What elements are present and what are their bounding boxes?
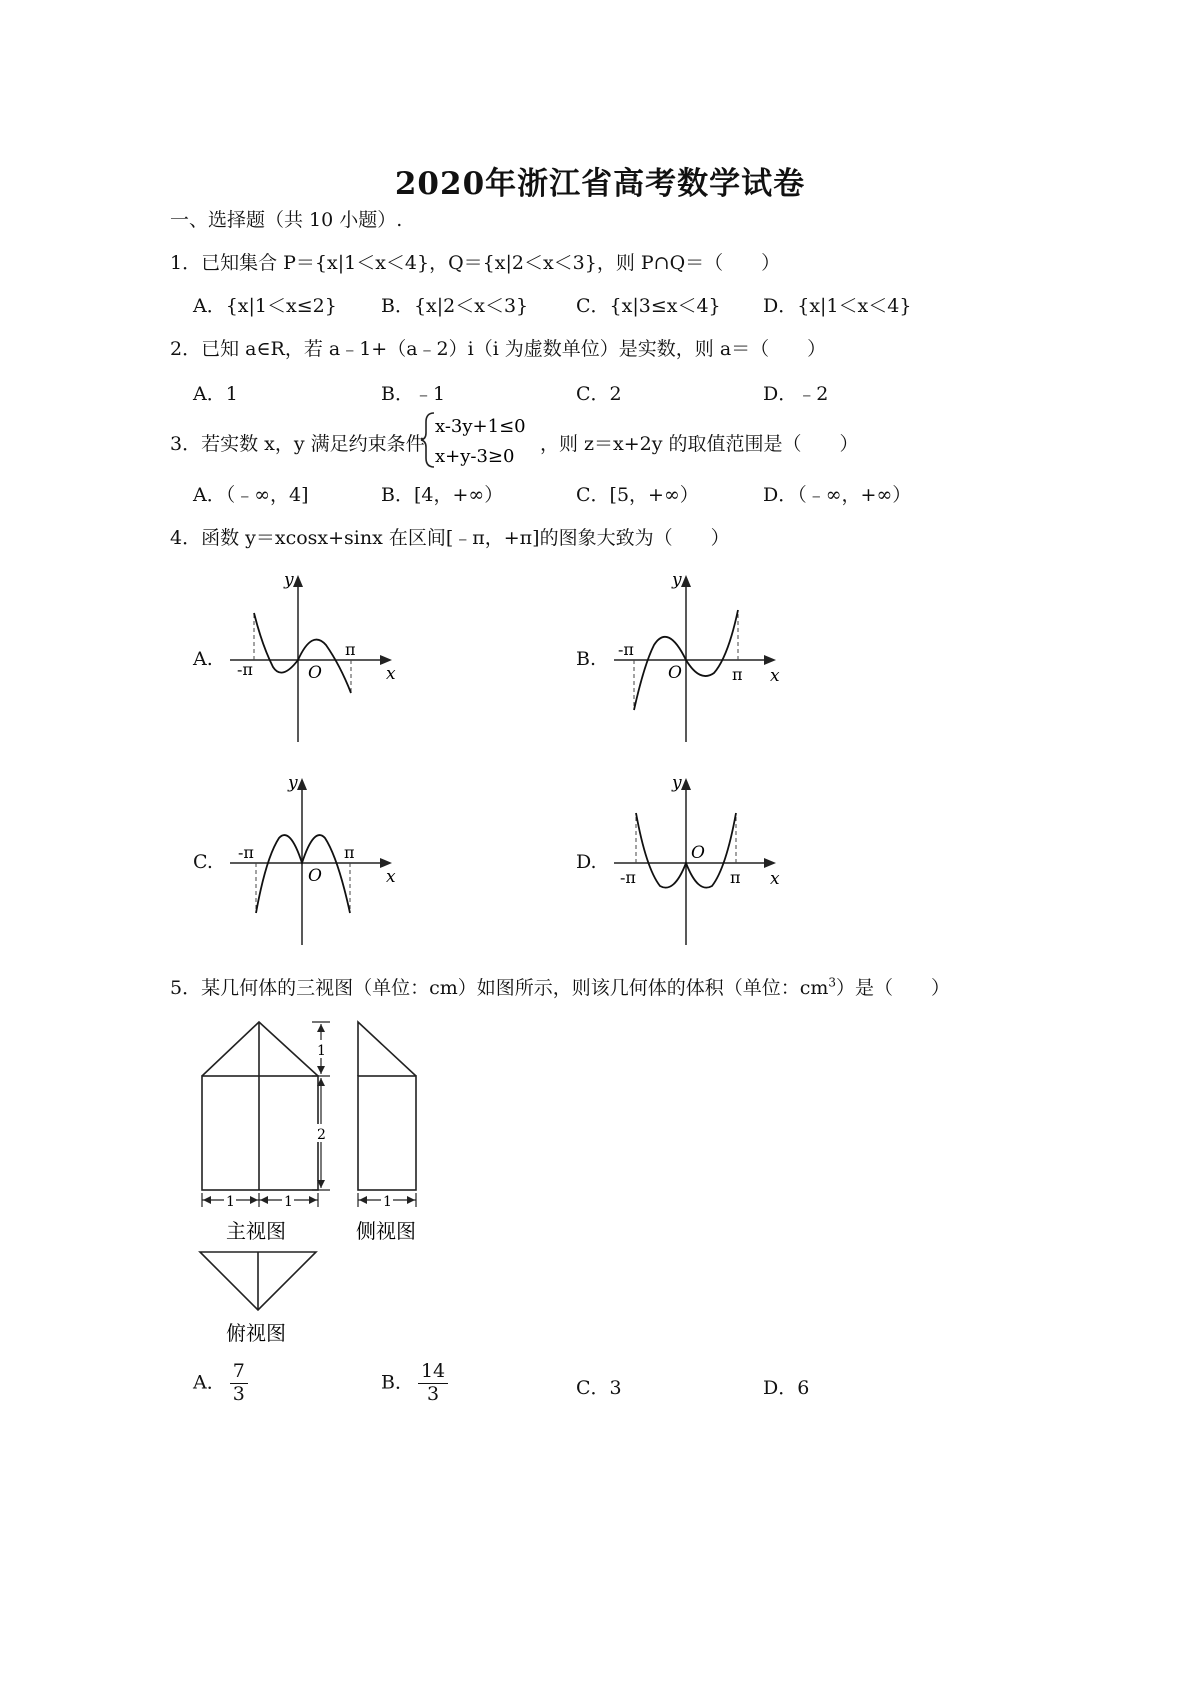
pi-label: π xyxy=(344,843,355,862)
y-axis-label: y xyxy=(672,773,682,793)
hdim-label-1b: 1 xyxy=(284,1194,293,1210)
question-1-stem: 1．已知集合 P＝{x|1＜x＜4}，Q＝{x|2＜x＜3}，则 P∩Q＝（ ） xyxy=(170,252,781,274)
q5-option-a-fraction xyxy=(230,1362,248,1405)
q4-option-a-label: A. xyxy=(193,648,213,670)
q2-option-c: C．2 xyxy=(576,383,622,405)
y-axis-arrow xyxy=(297,778,307,790)
y-axis-arrow xyxy=(681,778,691,790)
side-roof xyxy=(358,1022,416,1076)
hdim-arrow xyxy=(250,1196,258,1204)
section-heading: 一、选择题（共 10 小题）. xyxy=(170,209,403,231)
q1-option-a: A．{x|1＜x≤2} xyxy=(193,295,337,317)
side-hdim-label: 1 xyxy=(383,1194,392,1210)
question-3-stem-suffix: ，则 z＝x+2y 的取值范围是（ ） xyxy=(540,433,859,455)
top-view xyxy=(200,1252,316,1345)
neg-pi-label: -π xyxy=(237,660,253,679)
constraint-2: x+y-3≥0 xyxy=(435,446,515,467)
q3-option-b: B．[4，+∞） xyxy=(381,484,504,506)
origin-label: O xyxy=(668,663,682,683)
system-brace xyxy=(421,413,434,467)
side-rect xyxy=(358,1076,416,1190)
dim-arrow xyxy=(317,1066,325,1074)
question-5-stem xyxy=(170,973,950,1000)
side-view-label: 侧视图 xyxy=(356,1219,416,1243)
x-axis-label: x xyxy=(386,664,396,684)
q5-option-a xyxy=(193,1362,248,1405)
dim-label-1: 1 xyxy=(317,1043,326,1059)
y-axis-label: y xyxy=(672,570,682,590)
q2-option-d: D．﹣2 xyxy=(763,383,829,405)
front-roof xyxy=(202,1022,318,1076)
q4-option-d-label: D. xyxy=(576,851,597,873)
hdim-label-1: 1 xyxy=(226,1194,235,1210)
question-2-stem: 2．已知 a∈R，若 a﹣1+（a﹣2）i（i 为虚数单位）是实数，则 a＝（ ） xyxy=(170,338,827,360)
y-axis-arrow xyxy=(293,575,303,587)
q3-option-c: C．[5，+∞） xyxy=(576,484,699,506)
fraction-denominator: 3 xyxy=(232,1382,245,1405)
front-rect xyxy=(202,1076,318,1190)
hdim-arrow xyxy=(203,1196,211,1204)
graph-b xyxy=(610,565,810,745)
origin-label: O xyxy=(691,843,705,863)
top-view-label: 俯视图 xyxy=(226,1321,286,1345)
q4-option-b-label: B. xyxy=(576,648,597,670)
q1-option-b: B．{x|2＜x＜3} xyxy=(381,295,529,317)
function-curve xyxy=(256,835,350,913)
q5-option-c: C．3 xyxy=(576,1377,622,1399)
q5-stem-end: ）是（ ） xyxy=(836,977,951,999)
q2-option-a: A．1 xyxy=(193,383,238,405)
origin-label: O xyxy=(308,663,322,683)
q4-option-c-label: C. xyxy=(193,851,213,873)
neg-pi-label: -π xyxy=(618,640,634,659)
front-view xyxy=(202,1022,330,1243)
q2-option-b: B．﹣1 xyxy=(381,383,446,405)
dim-label-2: 2 xyxy=(317,1127,326,1143)
graph-c xyxy=(226,768,426,948)
q1-option-d: D．{x|1＜x＜4} xyxy=(763,295,912,317)
question-3-stem-prefix: 3．若实数 x，y 满足约束条件 xyxy=(170,433,425,455)
x-axis-arrow xyxy=(764,858,776,868)
q5-stem-sup: 3 xyxy=(828,975,837,990)
side-hdim-arrow xyxy=(407,1196,415,1204)
fraction-denominator: 3 xyxy=(427,1382,440,1405)
x-axis-label: x xyxy=(770,666,780,686)
q5-option-a-label: A． xyxy=(193,1371,226,1394)
pi-label: π xyxy=(732,665,743,684)
x-axis-label: x xyxy=(770,869,780,889)
q3-option-d: D．（﹣∞，+∞） xyxy=(763,484,912,506)
q5-option-b xyxy=(381,1362,448,1405)
fraction-numerator: 14 xyxy=(418,1362,448,1384)
q3-option-a: A．（﹣∞，4] xyxy=(193,484,309,506)
pi-label: π xyxy=(730,868,741,887)
hdim-arrow xyxy=(260,1196,268,1204)
constraint-system xyxy=(420,410,542,470)
three-view-drawing xyxy=(190,1010,450,1350)
q5-option-b-fraction xyxy=(418,1362,448,1405)
y-axis-label: y xyxy=(284,570,294,590)
neg-pi-label: -π xyxy=(620,868,636,887)
q5-stem-main: 5．某几何体的三视图（单位：cm）如图所示，则该几何体的体积（单位：cm xyxy=(170,977,829,999)
side-view xyxy=(356,1022,416,1243)
y-axis-label: y xyxy=(288,773,298,793)
neg-pi-label: -π xyxy=(238,843,254,862)
x-axis-label: x xyxy=(386,867,396,887)
front-view-label: 主视图 xyxy=(226,1219,286,1243)
y-axis-arrow xyxy=(681,575,691,587)
side-hdim-arrow xyxy=(359,1196,367,1204)
hdim-arrow xyxy=(309,1196,317,1204)
page-title: 2020年浙江省高考数学试卷 xyxy=(394,166,806,202)
q5-option-b-label: B． xyxy=(381,1371,414,1394)
function-curve xyxy=(254,613,351,693)
graph-d xyxy=(610,768,810,948)
question-4-stem: 4．函数 y＝xcosx+sinx 在区间[﹣π，+π]的图象大致为（ ） xyxy=(170,527,730,549)
graph-a xyxy=(226,565,426,745)
q1-option-c: C．{x|3≤x＜4} xyxy=(576,295,721,317)
fraction-numerator: 7 xyxy=(230,1362,248,1384)
pi-label: π xyxy=(345,640,356,659)
origin-label: O xyxy=(308,866,322,886)
constraint-1: x-3y+1≤0 xyxy=(435,416,526,437)
q5-option-d: D．6 xyxy=(763,1377,810,1399)
x-axis-arrow xyxy=(764,655,776,665)
dim-arrow xyxy=(317,1024,325,1032)
